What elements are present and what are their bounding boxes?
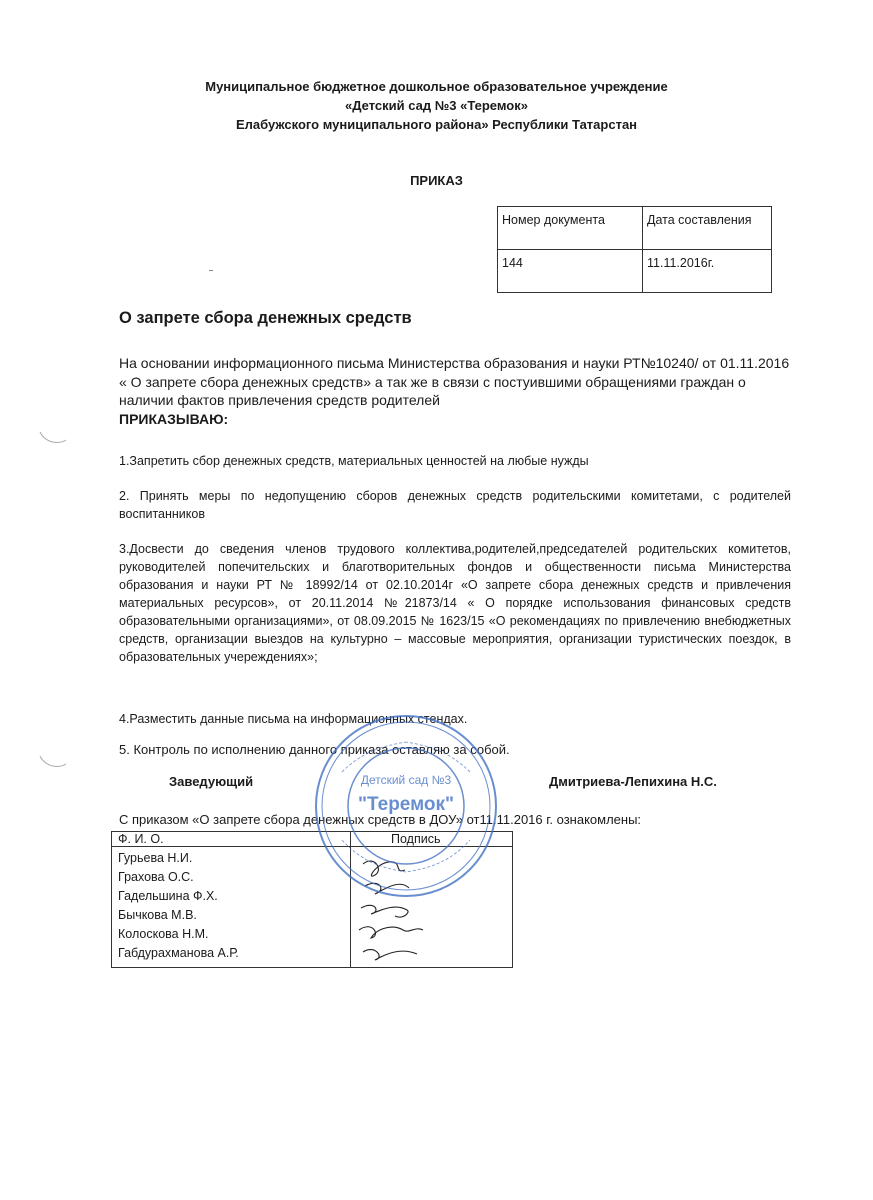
name-3: Гадельшина Ф.Х. bbox=[118, 889, 218, 903]
order-item-2: 2. Принять меры по недопущению сборов денежных средств родительскими комитетами, с родителей воспитанников bbox=[119, 489, 791, 521]
doc-number-value: 144 bbox=[498, 250, 643, 293]
order-item-4: 4.Разместить данные письма на информационных стендах. bbox=[119, 712, 468, 726]
acknowledgement-text: С приказом «О запрете сбора денежных средств в ДОУ» от11.11.2016 г. ознакомлены: bbox=[119, 812, 642, 827]
name-6: Габдурахманова А.Р. bbox=[118, 946, 239, 960]
punch-hole-mark-top bbox=[38, 428, 68, 448]
name-1: Гурьева Н.И. bbox=[118, 851, 193, 865]
signature-header: Подпись bbox=[351, 832, 513, 847]
ordering-word: ПРИКАЗЫВАЮ: bbox=[119, 410, 229, 427]
stamp-line-1: Детский сад №3 bbox=[360, 773, 452, 787]
header-line-2: «Детский сад №3 «Теремок» bbox=[345, 98, 528, 113]
institution-header bbox=[0, 77, 873, 134]
scan-mark bbox=[209, 270, 213, 271]
punch-hole-mark-bottom bbox=[38, 752, 68, 772]
acknowledgement-table bbox=[111, 831, 513, 968]
signer-position: Заведующий bbox=[169, 774, 254, 789]
order-item-1: 1.Запретить сбор денежных средств, материальных ценностей на любые нужды bbox=[119, 454, 589, 468]
names-cell bbox=[112, 847, 351, 968]
doc-date-value: 11.11.2016г. bbox=[643, 250, 772, 293]
document-number-table bbox=[497, 206, 772, 293]
order-title: ПРИКАЗ bbox=[410, 173, 463, 188]
doc-date-header: Дата составления bbox=[643, 207, 772, 250]
name-5: Колоскова Н.М. bbox=[118, 927, 209, 941]
name-2: Грахова О.С. bbox=[118, 870, 194, 884]
intro-paragraph bbox=[119, 354, 799, 428]
order-item-3: 3.Досвести до сведения членов трудового коллектива,родителей,председателей родительских комитетов, руководителей попечительских и благотворительных фондов и общественности письма Министерства образования и науки РТ № 18992/14 от 02.10.2014г «О запрете сбора денежных средств и привлечения материальных ресурсов», от 20.11.2014 №21873/14 « О порядке использования финансовых средств образовательными организациями», от 08.09.2015 № 1623/15 «О рекомендациях по привлечению внебюджетных средств, организации выездов на культурно – массовые мероприятия, организации туристических поездок, в образовательных учереждениях»; bbox=[119, 542, 791, 664]
order-subject: О запрете сбора денежных средств bbox=[119, 309, 412, 327]
intro-text: На основании информационного письма Министерства образования и науки РТ№10240/ от 01.11.2016 « О запрете сбора денежных средств» а так же в связи с постуившими обращениями граждан о наличии фактов привлечения средств родителей bbox=[119, 355, 790, 408]
name-4: Бычкова М.В. bbox=[118, 908, 197, 922]
fio-header: Ф. И. О. bbox=[112, 832, 351, 847]
signatures-cell bbox=[351, 847, 513, 968]
order-item-5: 5. Контроль по исполнению данного приказа оставляю за собой. bbox=[119, 742, 510, 757]
signer-name: Дмитриева-Лепихина Н.С. bbox=[549, 774, 717, 789]
header-line-1: Муниципальное бюджетное дошкольное образовательное учреждение bbox=[205, 79, 668, 94]
doc-number-header: Номер документа bbox=[498, 207, 643, 250]
stamp-line-2: "Теремок" bbox=[357, 794, 455, 815]
header-line-3: Елабужского муниципального района» Республики Татарстан bbox=[235, 117, 638, 132]
